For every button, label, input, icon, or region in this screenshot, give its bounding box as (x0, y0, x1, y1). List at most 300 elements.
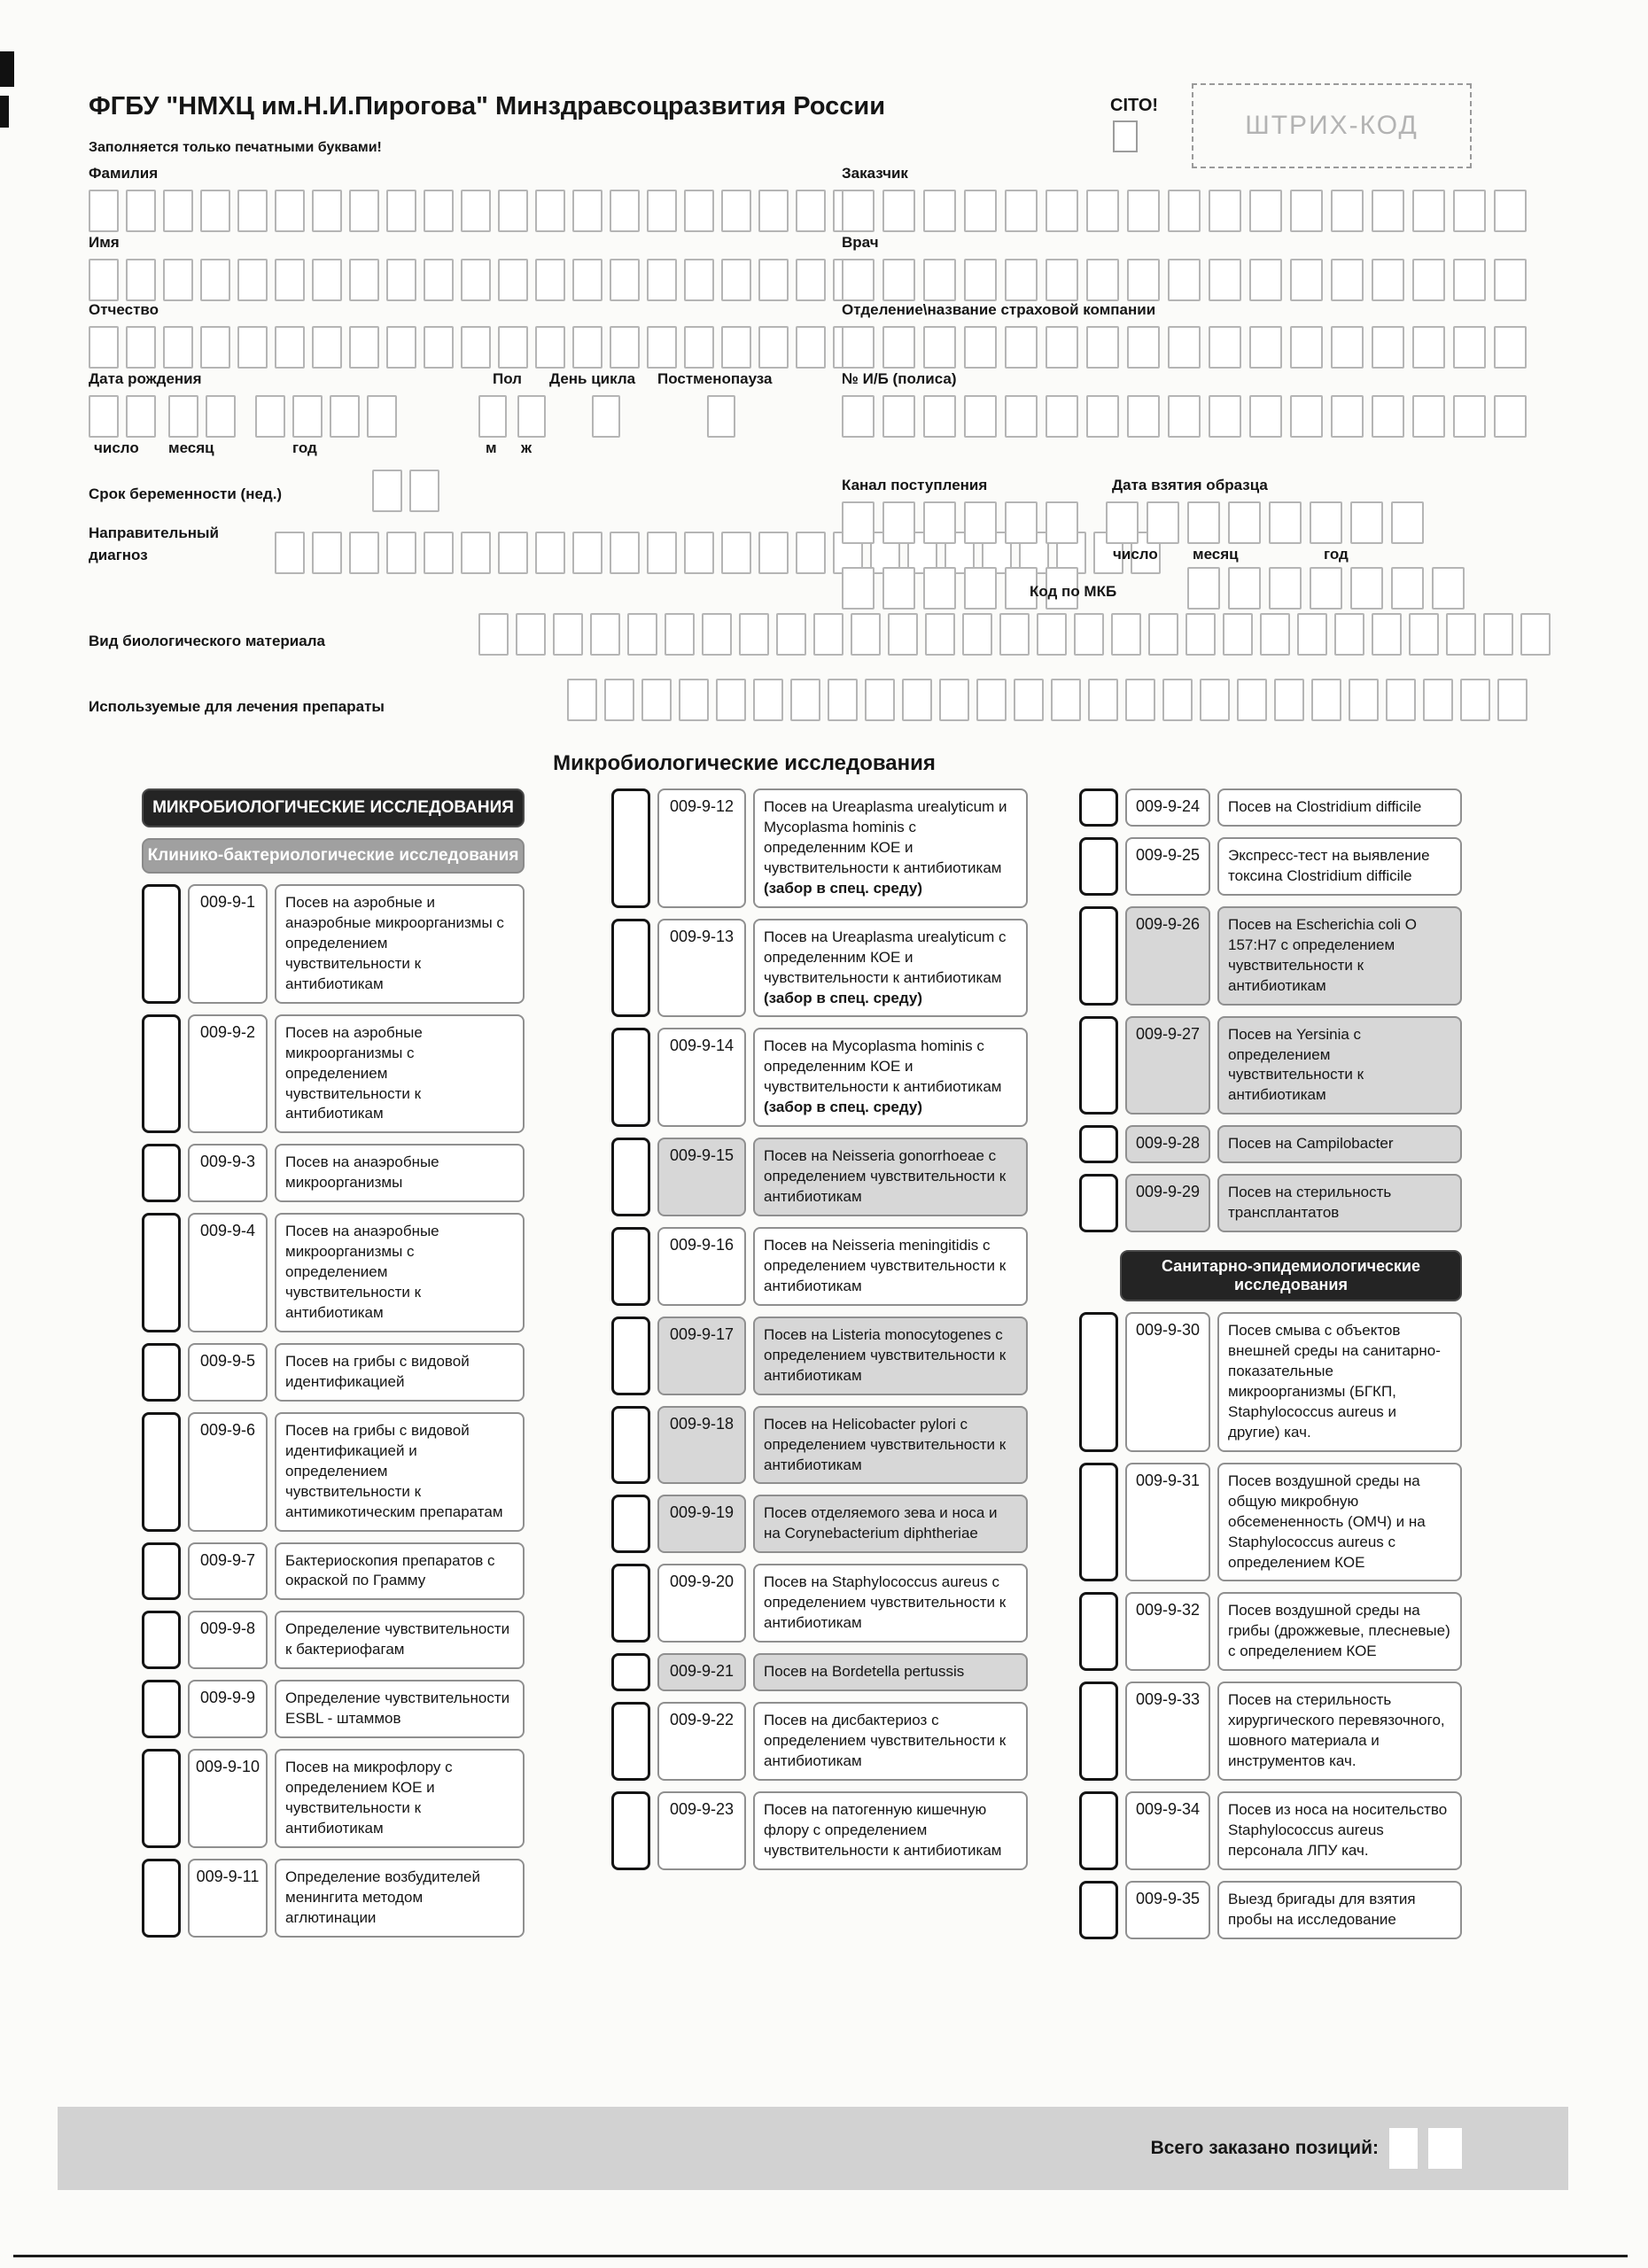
char-cell[interactable] (604, 679, 634, 721)
char-cell[interactable] (1005, 326, 1038, 369)
char-cell[interactable] (498, 259, 528, 301)
char-cell[interactable] (1331, 395, 1364, 438)
char-cell[interactable] (386, 259, 416, 301)
char-cell[interactable] (312, 190, 342, 232)
char-cell[interactable] (461, 326, 491, 369)
char-cell[interactable] (1209, 395, 1241, 438)
postmenopause-input[interactable] (707, 395, 735, 438)
char-cell[interactable] (964, 567, 997, 610)
char-cell[interactable] (1432, 567, 1465, 610)
char-cell[interactable] (790, 679, 820, 721)
test-checkbox[interactable] (142, 1680, 181, 1738)
char-cell[interactable] (163, 190, 193, 232)
char-cell[interactable] (275, 190, 305, 232)
test-checkbox[interactable] (611, 1495, 650, 1553)
char-cell[interactable] (1494, 326, 1527, 369)
char-cell[interactable] (684, 326, 714, 369)
char-cell[interactable] (275, 532, 305, 574)
char-cell[interactable] (516, 613, 546, 656)
char-cell[interactable] (206, 395, 236, 438)
char-cell[interactable] (1423, 679, 1453, 721)
char-cell[interactable] (813, 613, 843, 656)
char-cell[interactable] (882, 190, 915, 232)
char-cell[interactable] (409, 470, 439, 512)
char-cell[interactable] (923, 190, 956, 232)
char-cell[interactable] (1453, 190, 1486, 232)
char-cell[interactable] (647, 532, 677, 574)
char-cell[interactable] (275, 326, 305, 369)
char-cell[interactable] (1446, 613, 1476, 656)
char-cell[interactable] (1249, 259, 1282, 301)
char-cell[interactable] (888, 613, 918, 656)
char-cell[interactable] (925, 613, 955, 656)
char-cell[interactable] (1014, 679, 1044, 721)
char-cell[interactable] (739, 613, 769, 656)
char-cell[interactable] (758, 326, 789, 369)
char-cell[interactable] (1046, 190, 1078, 232)
char-cell[interactable] (721, 532, 751, 574)
char-cell[interactable] (1453, 395, 1486, 438)
test-checkbox[interactable] (142, 1859, 181, 1938)
char-cell[interactable] (126, 395, 156, 438)
char-cell[interactable] (1088, 679, 1118, 721)
char-cell[interactable] (842, 326, 875, 369)
test-checkbox[interactable] (1079, 1125, 1118, 1163)
char-cell[interactable] (1350, 567, 1383, 610)
char-cell[interactable] (842, 567, 875, 610)
char-cell[interactable] (553, 613, 583, 656)
test-checkbox[interactable] (611, 1028, 650, 1127)
char-cell[interactable] (1237, 679, 1267, 721)
char-cell[interactable] (1494, 190, 1527, 232)
char-cell[interactable] (1046, 259, 1078, 301)
test-checkbox[interactable] (1079, 906, 1118, 1006)
char-cell[interactable] (1187, 501, 1220, 544)
char-cell[interactable] (386, 326, 416, 369)
char-cell[interactable] (572, 326, 602, 369)
char-cell[interactable] (758, 532, 789, 574)
char-cell[interactable] (962, 613, 992, 656)
char-cell[interactable] (1209, 326, 1241, 369)
char-cell[interactable] (592, 395, 620, 438)
char-cell[interactable] (882, 501, 915, 544)
char-cell[interactable] (1391, 501, 1424, 544)
char-cell[interactable] (1497, 679, 1528, 721)
char-cell[interactable] (796, 326, 826, 369)
char-cell[interactable] (610, 326, 640, 369)
char-cell[interactable] (610, 190, 640, 232)
lastname-input[interactable] (89, 190, 863, 232)
char-cell[interactable] (1453, 326, 1486, 369)
char-cell[interactable] (1412, 259, 1445, 301)
pregnancy-input[interactable] (372, 470, 439, 512)
char-cell[interactable] (461, 259, 491, 301)
char-cell[interactable] (1005, 190, 1038, 232)
char-cell[interactable] (567, 679, 597, 721)
char-cell[interactable] (1249, 190, 1282, 232)
char-cell[interactable] (89, 326, 119, 369)
test-checkbox[interactable] (1079, 1791, 1118, 1870)
char-cell[interactable] (1086, 326, 1119, 369)
char-cell[interactable] (828, 679, 858, 721)
char-cell[interactable] (237, 326, 268, 369)
char-cell[interactable] (796, 259, 826, 301)
char-cell[interactable] (1127, 190, 1160, 232)
char-cell[interactable] (1005, 395, 1038, 438)
test-checkbox[interactable] (142, 884, 181, 1004)
char-cell[interactable] (255, 395, 285, 438)
char-cell[interactable] (1391, 567, 1424, 610)
char-cell[interactable] (461, 532, 491, 574)
icd-code-input[interactable] (1187, 567, 1465, 610)
char-cell[interactable] (842, 395, 875, 438)
char-cell[interactable] (330, 395, 360, 438)
char-cell[interactable] (964, 395, 997, 438)
char-cell[interactable] (275, 259, 305, 301)
char-cell[interactable] (372, 470, 402, 512)
char-cell[interactable] (627, 613, 657, 656)
biomaterial-input[interactable] (478, 613, 1551, 656)
char-cell[interactable] (535, 532, 565, 574)
char-cell[interactable] (1148, 613, 1178, 656)
char-cell[interactable] (1372, 613, 1402, 656)
char-cell[interactable] (1228, 501, 1261, 544)
char-cell[interactable] (684, 190, 714, 232)
char-cell[interactable] (1412, 190, 1445, 232)
test-checkbox[interactable] (611, 1317, 650, 1395)
char-cell[interactable] (367, 395, 397, 438)
firstname-input[interactable] (89, 259, 863, 301)
char-cell[interactable] (1331, 326, 1364, 369)
char-cell[interactable] (999, 613, 1030, 656)
char-cell[interactable] (237, 190, 268, 232)
medications-input[interactable] (567, 679, 1528, 721)
char-cell[interactable] (349, 326, 379, 369)
char-cell[interactable] (1046, 501, 1078, 544)
char-cell[interactable] (424, 190, 454, 232)
char-cell[interactable] (1331, 190, 1364, 232)
char-cell[interactable] (610, 532, 640, 574)
sample-date-month-input[interactable] (1187, 501, 1261, 544)
char-cell[interactable] (498, 326, 528, 369)
char-cell[interactable] (89, 395, 119, 438)
char-cell[interactable] (923, 567, 956, 610)
col1-dark-header: МИКРОБИОЛОГИЧЕСКИЕ ИССЛЕДОВАНИЯ (142, 788, 525, 827)
char-cell[interactable] (923, 326, 956, 369)
test-checkbox[interactable] (611, 919, 650, 1018)
char-cell[interactable] (1290, 190, 1323, 232)
char-cell[interactable] (386, 532, 416, 574)
char-cell[interactable] (1168, 190, 1201, 232)
char-cell[interactable] (424, 259, 454, 301)
test-checkbox[interactable] (142, 1144, 181, 1202)
char-cell[interactable] (1162, 679, 1193, 721)
char-cell[interactable] (964, 190, 997, 232)
test-row (1079, 837, 1462, 896)
char-cell[interactable] (1372, 395, 1404, 438)
total-positions-box[interactable] (1389, 2128, 1418, 2169)
char-cell[interactable] (842, 190, 875, 232)
test-checkbox[interactable] (1079, 1016, 1118, 1115)
char-cell[interactable] (882, 395, 915, 438)
char-cell[interactable] (1127, 326, 1160, 369)
char-cell[interactable] (964, 326, 997, 369)
char-cell[interactable] (1037, 613, 1067, 656)
char-cell[interactable] (1168, 259, 1201, 301)
char-cell[interactable] (1290, 259, 1323, 301)
char-cell[interactable] (939, 679, 969, 721)
char-cell[interactable] (1200, 679, 1230, 721)
char-cell[interactable] (200, 326, 230, 369)
char-cell[interactable] (1331, 259, 1364, 301)
char-cell[interactable] (1051, 679, 1081, 721)
char-cell[interactable] (721, 326, 751, 369)
test-checkbox[interactable] (1079, 1312, 1118, 1452)
char-cell[interactable] (312, 532, 342, 574)
test-checkbox[interactable] (142, 1542, 181, 1601)
char-cell[interactable] (721, 259, 751, 301)
char-cell[interactable] (163, 326, 193, 369)
test-checkbox[interactable] (142, 1749, 181, 1848)
department-input[interactable] (842, 326, 1527, 369)
char-cell[interactable] (684, 259, 714, 301)
char-cell[interactable] (89, 259, 119, 301)
char-cell[interactable] (842, 259, 875, 301)
test-code: 009-9-31 (1125, 1463, 1210, 1582)
char-cell[interactable] (882, 259, 915, 301)
char-cell[interactable] (572, 259, 602, 301)
char-cell[interactable] (1372, 259, 1404, 301)
test-checkbox[interactable] (611, 1653, 650, 1691)
char-cell[interactable] (1290, 326, 1323, 369)
char-cell[interactable] (758, 259, 789, 301)
test-checkbox[interactable] (611, 1227, 650, 1306)
char-cell[interactable] (796, 532, 826, 574)
char-cell[interactable] (647, 190, 677, 232)
char-cell[interactable] (641, 679, 672, 721)
char-cell[interactable] (1483, 613, 1513, 656)
char-cell[interactable] (964, 259, 997, 301)
char-cell[interactable] (1372, 190, 1404, 232)
test-checkbox[interactable] (142, 1412, 181, 1532)
char-cell[interactable] (1185, 613, 1216, 656)
char-cell[interactable] (1311, 679, 1341, 721)
char-cell[interactable] (1269, 567, 1302, 610)
birthdate-day-input[interactable] (89, 395, 156, 438)
customer-input[interactable] (842, 190, 1527, 232)
char-cell[interactable] (1349, 679, 1379, 721)
test-checkbox[interactable] (1079, 1174, 1118, 1232)
test-checkbox[interactable] (611, 1564, 650, 1643)
char-cell[interactable] (976, 679, 1007, 721)
char-cell[interactable] (1046, 395, 1078, 438)
char-cell[interactable] (312, 259, 342, 301)
char-cell[interactable] (610, 259, 640, 301)
char-cell[interactable] (535, 259, 565, 301)
test-checkbox[interactable] (142, 1014, 181, 1134)
char-cell[interactable] (665, 613, 695, 656)
char-cell[interactable] (753, 679, 783, 721)
char-cell[interactable] (647, 326, 677, 369)
char-cell[interactable] (1228, 567, 1261, 610)
char-cell[interactable] (1086, 190, 1119, 232)
char-cell[interactable] (349, 532, 379, 574)
test-checkbox[interactable] (1079, 1592, 1118, 1671)
char-cell[interactable] (865, 679, 895, 721)
char-cell[interactable] (1106, 501, 1139, 544)
char-cell[interactable] (89, 190, 119, 232)
char-cell[interactable] (200, 190, 230, 232)
char-cell[interactable] (1111, 613, 1141, 656)
char-cell[interactable] (716, 679, 746, 721)
char-cell[interactable] (498, 190, 528, 232)
char-cell[interactable] (1290, 395, 1323, 438)
char-cell[interactable] (349, 190, 379, 232)
char-cell[interactable] (1310, 567, 1342, 610)
test-checkbox[interactable] (611, 1138, 650, 1216)
char-cell[interactable] (1269, 501, 1302, 544)
test-checkbox[interactable] (1079, 788, 1118, 827)
char-cell[interactable] (1350, 501, 1383, 544)
char-cell[interactable] (1086, 395, 1119, 438)
char-cell[interactable] (1334, 613, 1364, 656)
char-cell[interactable] (923, 501, 956, 544)
char-cell[interactable] (1187, 567, 1220, 610)
char-cell[interactable] (1147, 501, 1179, 544)
birthdate-year-input[interactable] (255, 395, 397, 438)
char-cell[interactable] (1005, 259, 1038, 301)
char-cell[interactable] (842, 501, 875, 544)
char-cell[interactable] (312, 326, 342, 369)
char-cell[interactable] (1168, 395, 1201, 438)
char-cell[interactable] (1274, 679, 1304, 721)
test-checkbox[interactable] (1079, 1682, 1118, 1781)
char-cell[interactable] (590, 613, 620, 656)
char-cell[interactable] (647, 259, 677, 301)
char-cell[interactable] (882, 326, 915, 369)
char-cell[interactable] (168, 395, 198, 438)
test-checkbox[interactable] (611, 1702, 650, 1781)
sample-date-year-input[interactable] (1269, 501, 1424, 544)
char-cell[interactable] (1249, 395, 1282, 438)
char-cell[interactable] (1127, 395, 1160, 438)
char-cell[interactable] (461, 190, 491, 232)
test-checkbox[interactable] (611, 1406, 650, 1485)
char-cell[interactable] (386, 190, 416, 232)
char-cell[interactable] (1412, 395, 1445, 438)
char-cell[interactable] (1494, 395, 1527, 438)
test-checkbox[interactable] (142, 1611, 181, 1669)
char-cell[interactable] (758, 190, 789, 232)
char-cell[interactable] (478, 613, 509, 656)
char-cell[interactable] (535, 326, 565, 369)
char-cell[interactable] (126, 326, 156, 369)
char-cell[interactable] (1223, 613, 1253, 656)
cito-checkbox[interactable] (1113, 120, 1138, 152)
char-cell[interactable] (796, 190, 826, 232)
cycle-day-input[interactable] (592, 395, 620, 438)
char-cell[interactable] (1412, 326, 1445, 369)
test-checkbox[interactable] (1079, 837, 1118, 896)
sample-date-day-input[interactable] (1106, 501, 1179, 544)
char-cell[interactable] (1520, 613, 1551, 656)
char-cell[interactable] (424, 532, 454, 574)
char-cell[interactable] (126, 259, 156, 301)
char-cell[interactable] (902, 679, 932, 721)
char-cell[interactable] (776, 613, 806, 656)
char-cell[interactable] (1074, 613, 1104, 656)
char-cell[interactable] (1127, 259, 1160, 301)
char-cell[interactable] (702, 613, 732, 656)
char-cell[interactable] (424, 326, 454, 369)
sex-input[interactable] (478, 395, 546, 438)
char-cell[interactable] (964, 501, 997, 544)
char-cell[interactable] (684, 532, 714, 574)
char-cell[interactable] (1494, 259, 1527, 301)
test-code: 009-9-1 (188, 884, 268, 1004)
middlename-input[interactable] (89, 326, 863, 369)
char-cell[interactable] (292, 395, 323, 438)
char-cell[interactable] (1297, 613, 1327, 656)
char-cell[interactable] (237, 259, 268, 301)
test-checkbox[interactable] (142, 1343, 181, 1402)
test-checkbox[interactable] (1079, 1463, 1118, 1582)
test-checkbox[interactable] (1079, 1881, 1118, 1939)
char-cell[interactable] (1005, 501, 1038, 544)
char-cell[interactable] (851, 613, 881, 656)
char-cell[interactable] (517, 395, 546, 438)
char-cell[interactable] (572, 190, 602, 232)
char-cell[interactable] (1209, 190, 1241, 232)
doctor-input[interactable] (842, 259, 1527, 301)
char-cell[interactable] (126, 190, 156, 232)
char-cell[interactable] (1409, 613, 1439, 656)
char-cell[interactable] (1453, 259, 1486, 301)
char-cell[interactable] (478, 395, 507, 438)
char-cell[interactable] (1086, 259, 1119, 301)
char-cell[interactable] (1046, 326, 1078, 369)
char-cell[interactable] (498, 532, 528, 574)
char-cell[interactable] (707, 395, 735, 438)
char-cell[interactable] (679, 679, 709, 721)
char-cell[interactable] (572, 532, 602, 574)
channel-input[interactable] (842, 501, 1078, 544)
policy-input[interactable] (842, 395, 1527, 438)
char-cell[interactable] (200, 259, 230, 301)
char-cell[interactable] (1125, 679, 1155, 721)
char-cell[interactable] (1372, 326, 1404, 369)
char-cell[interactable] (923, 395, 956, 438)
char-cell[interactable] (923, 259, 956, 301)
char-cell[interactable] (721, 190, 751, 232)
total-positions-box[interactable] (1428, 2128, 1462, 2169)
birthdate-month-input[interactable] (168, 395, 236, 438)
char-cell[interactable] (1310, 501, 1342, 544)
char-cell[interactable] (349, 259, 379, 301)
test-checkbox[interactable] (142, 1213, 181, 1332)
char-cell[interactable] (1249, 326, 1282, 369)
char-cell[interactable] (163, 259, 193, 301)
char-cell[interactable] (1209, 259, 1241, 301)
char-cell[interactable] (1260, 613, 1290, 656)
char-cell[interactable] (535, 190, 565, 232)
test-checkbox[interactable] (611, 1791, 650, 1870)
char-cell[interactable] (1168, 326, 1201, 369)
test-checkbox[interactable] (611, 788, 650, 908)
char-cell[interactable] (1386, 679, 1416, 721)
char-cell[interactable] (882, 567, 915, 610)
char-cell[interactable] (1460, 679, 1490, 721)
